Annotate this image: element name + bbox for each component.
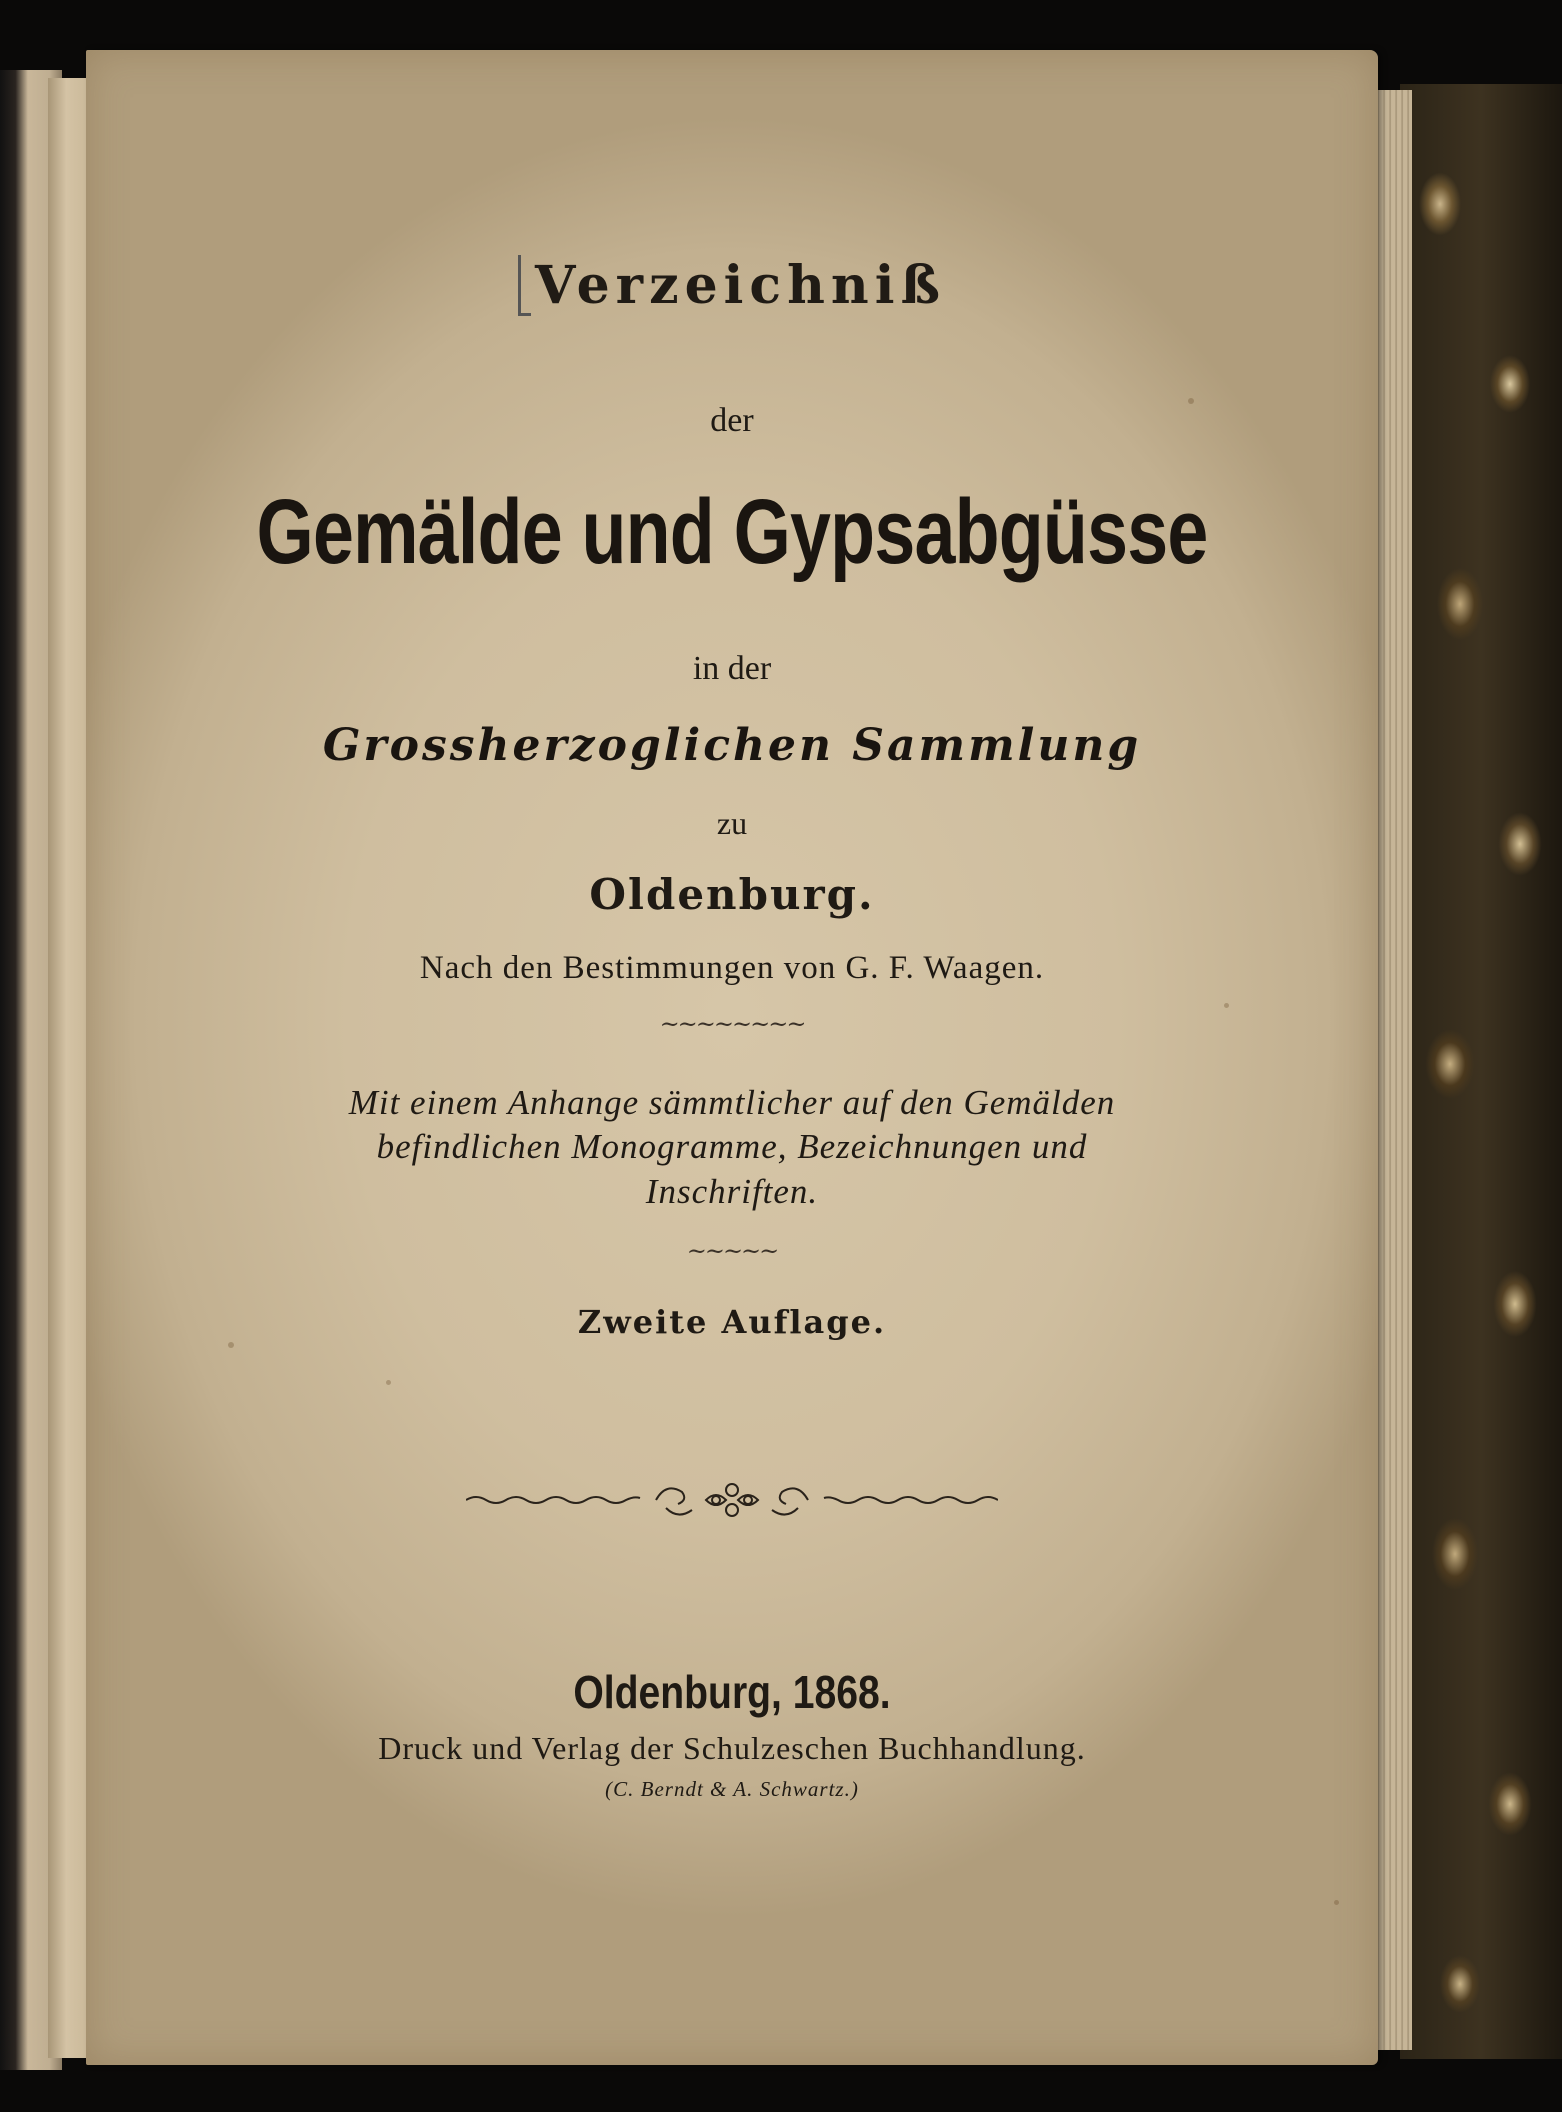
divider-wave: ~~~~~~~~ (659, 1010, 805, 1038)
foxing-spot (228, 1342, 234, 1348)
connector-in-der: in der (692, 650, 772, 687)
divider-wave-short: ~~~~~ (686, 1237, 778, 1265)
printers-line: (C. Berndt & A. Schwartz.) (605, 1777, 859, 1801)
collection-name: Grossherzoglichen Sammlung (322, 720, 1142, 771)
title-page (86, 50, 1378, 2065)
foxing-spot (1334, 1900, 1339, 1905)
marbled-cover (1400, 84, 1562, 2059)
city-name: Oldenburg. (589, 870, 875, 919)
main-title: Gemälde und Gypsabgüsse (256, 481, 1208, 583)
attribution: Nach den Bestimmungen von G. F. Waagen. (419, 950, 1045, 986)
bracket-mark (518, 255, 531, 316)
foxing-spot (386, 1380, 391, 1385)
connector-zu: zu (716, 805, 748, 841)
connector-der: der (710, 402, 754, 439)
imprint-place-year: Oldenburg, 1868. (573, 1666, 891, 1718)
appendix-line-3: Inschriften. (645, 1172, 819, 1211)
publisher-line: Druck und Verlag der Schulzeschen Buchhandlung. (378, 1730, 1086, 1766)
floral-ornament-icon (466, 1470, 998, 1530)
foxing-spot (1224, 1003, 1229, 1008)
appendix-line-2: befindlichen Monogramme, Bezeichnungen und (376, 1127, 1088, 1166)
fraktur-heading (86, 255, 1378, 316)
edition: Zweite Auflage. (577, 1303, 887, 1341)
fraktur-heading-text: Verzeichniß (535, 255, 946, 316)
appendix-line-1: Mit einem Anhange sämmtlicher auf den Gemälden (348, 1083, 1116, 1122)
